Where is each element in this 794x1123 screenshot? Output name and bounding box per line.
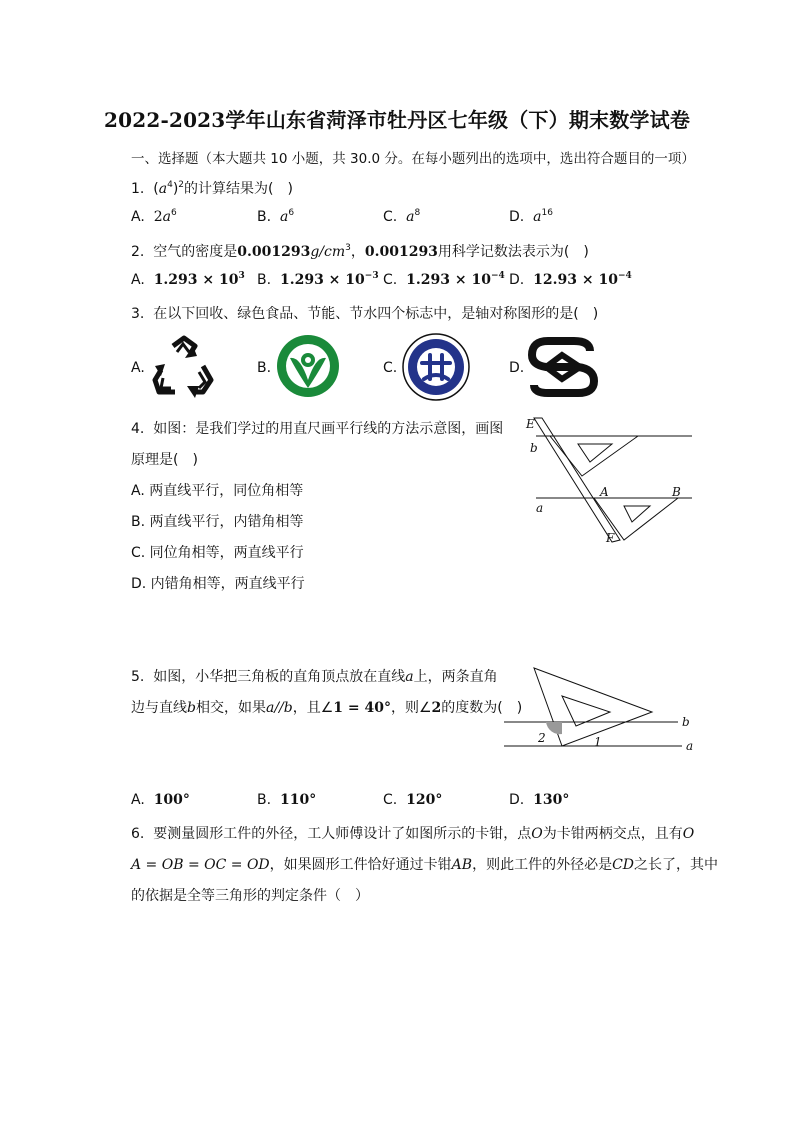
q1-option-c[interactable]: C. $a^8$ (383, 208, 421, 225)
green-food-logo-icon (276, 334, 340, 398)
line-b-label: b (682, 715, 690, 729)
question-4: 4. 如图：是我们学过的用直尺画平行线的方法示意图，画图 (131, 421, 504, 437)
q4-figure (520, 410, 700, 550)
question-5: 5. 如图，小华把三角板的直角顶点放在直线a上，两条直角 (131, 669, 498, 685)
q1-option-a[interactable]: A. $2a^6$ (131, 208, 177, 225)
label-E: E (526, 417, 535, 431)
recycle-logo-icon (151, 334, 217, 400)
label-B: B (672, 485, 681, 499)
angle-1-label: 1 (594, 735, 602, 749)
label-b: b (530, 441, 538, 455)
question-number: 1. (131, 181, 145, 197)
q4-option-b[interactable]: B. 两直线平行，内错角相等 (131, 514, 304, 530)
q1-option-b[interactable]: B. $a^6$ (257, 208, 295, 225)
q2-option-d[interactable]: D. $12.93 \times 10^{-4}$ (509, 271, 632, 288)
q2-option-a[interactable]: A. $1.293 \times 10^3$ (131, 271, 245, 288)
section-header: 一、选择题（本大题共 10 小题，共 30.0 分。在每小题列出的选项中，选出符合题目的一项） (131, 151, 695, 167)
question-6: 6. 要测量圆形工件的外径，工人师傅设计了如图所示的卡钳，点O为卡钳两柄交点，且有O (131, 826, 695, 842)
q4-option-a[interactable]: A. 两直线平行，同位角相等 (131, 483, 304, 499)
q5-figure (500, 660, 700, 760)
question-5-line2: 边与直线b相交，如果a//b，且∠1 = 40°，则∠2的度数为( ) (131, 700, 523, 716)
q3-option-d[interactable]: D. (509, 360, 525, 376)
label-A: A (600, 485, 609, 499)
q1-option-d[interactable]: D. $a^{16}$ (509, 208, 553, 225)
q3-option-a[interactable]: A. (131, 360, 145, 376)
q2-option-c[interactable]: C. $1.293 \times 10^{-4}$ (383, 271, 505, 288)
q5-option-b[interactable]: B. 110° (257, 792, 317, 808)
label-F: F (606, 531, 615, 545)
question-2: 2. 空气的密度是$0.001293g/cm^3$，0.001293用科学记数法表示为( ) (131, 243, 589, 260)
q3-option-c[interactable]: C. (383, 360, 398, 376)
q5-option-d[interactable]: D. 130° (509, 792, 570, 808)
q4-option-c[interactable]: C. 同位角相等，两直线平行 (131, 545, 304, 561)
q5-option-a[interactable]: A. 100° (131, 792, 190, 808)
water-saving-logo-icon (528, 337, 598, 397)
angle-2-label: 2 (538, 731, 546, 745)
q4-option-d[interactable]: D. 内错角相等，两直线平行 (131, 576, 305, 592)
question-1: 1. $(a^4)^2$的计算结果为( ) (131, 180, 293, 197)
q2-option-b[interactable]: B. $1.293 \times 10^{-3}$ (257, 271, 379, 288)
question-6-line2: A = OB = OC = OD，如果圆形工件恰好通过卡钳AB，则此工件的外径必是CD之长了，其中 (131, 857, 719, 873)
question-3: 3. 在以下回收、绿色食品、节能、节水四个标志中，是轴对称图形的是( ) (131, 306, 599, 322)
question-6-line3: 的依据是全等三角形的判定条件（ ） (131, 888, 369, 904)
q3-option-b[interactable]: B. (257, 360, 272, 376)
label-a: a (536, 501, 544, 515)
question-4-line2: 原理是( ) (131, 452, 198, 468)
line-a-label: a (686, 739, 694, 753)
q5-option-c[interactable]: C. 120° (383, 792, 443, 808)
page-title: 2022-2023学年山东省菏泽市牡丹区七年级（下）期末数学试卷 (103, 108, 691, 132)
energy-saving-logo-icon (402, 333, 470, 401)
